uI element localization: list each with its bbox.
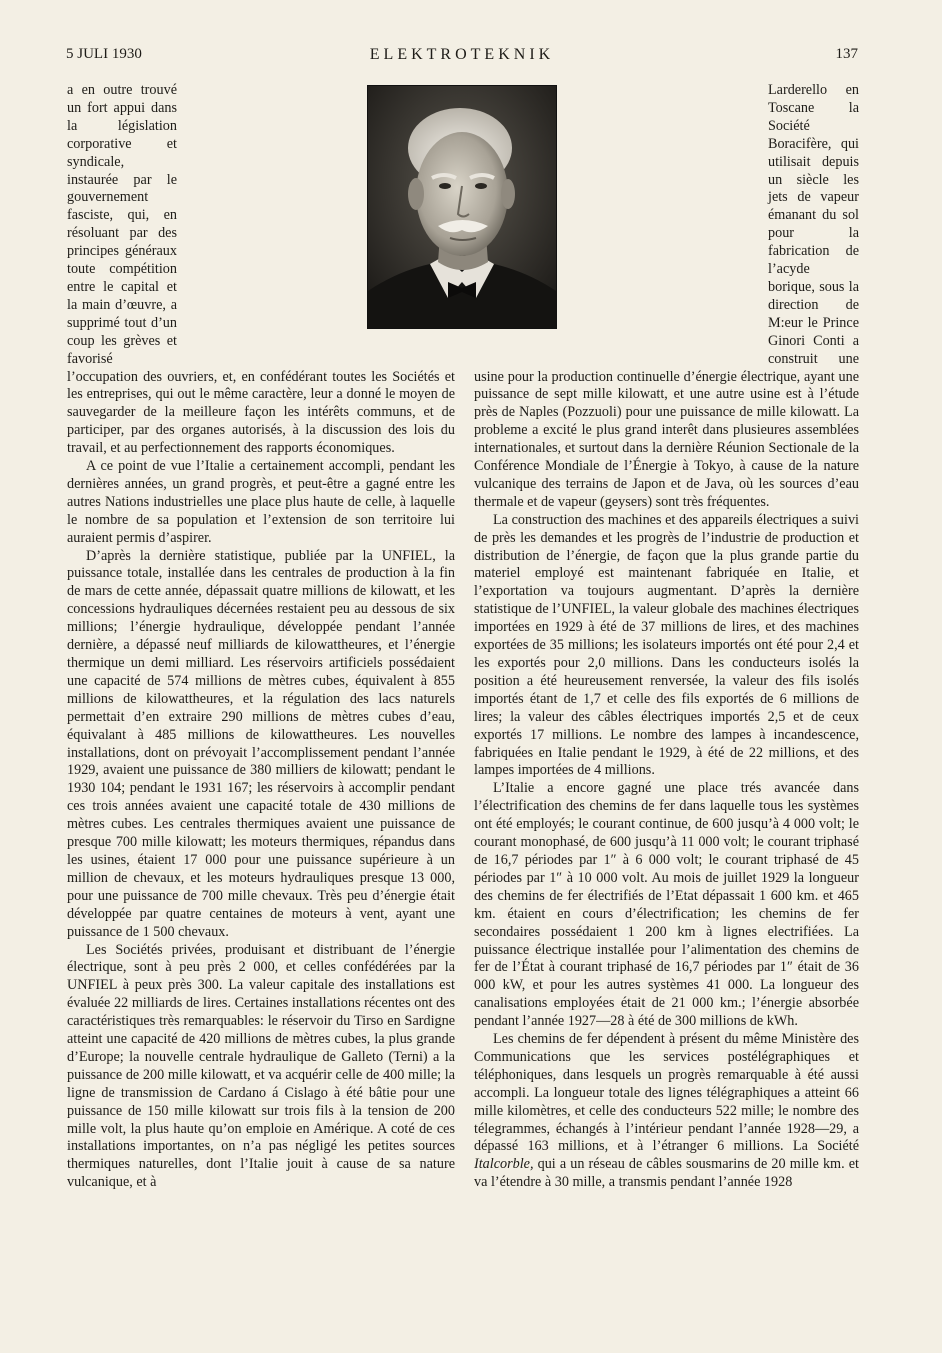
right-paragraph-4-text-a: Les chemins de fer dépendent à présent du même Ministère des Communications que les services postélégraphiques et téléphoniques, dans lesquels un progrès remarquable à été aussi accompli. La longueur totale des lignes télégraphiques a atteint 66 mille kilomètres, et celle des conducteurs 522 mille; le nombre des télegrammes, échangés à l’intérieur pendant l’année 1928—29, a dépassé 163 millions, et à l’étranger 6 millions. La Société — [474, 1031, 859, 1155]
right-paragraph-4-text-b: qui a un réseau de câbles sousmarins de 20 mille km. et va l’étendre à 30 mille, a transmis pendant l’année 1928 — [474, 1156, 859, 1191]
portrait-image — [368, 86, 556, 328]
right-paragraph-1: Larderello en Toscane la Société Boracifère, qui utilisait depuis un siècle les jets de vapeur émanant du sol pour la fabrication de l’acyde borique, sous la direction de M:eur le Prince Ginori Conti a construit une usine pour la production continuelle d’énergie électrique, ayant une puissance de sept mille kilowatt, et une autre usine est à l’étude près de Naples (Pozzuoli) pour une puissance de mille kilowatt. La probleme a excité le plus grand interêt dans plusieures assemblées internationales, et surtout dans la dernière Réunion Sectionale de la Conférence Mondiale de l’Énergie à Tokyo, à cause de la nature vulcanique des terrains de Japon et de Java, où les sources d’eau thermale et de vapeur (geysers) sont très fréquentes. — [474, 82, 859, 510]
left-paragraph-4: Les Sociétés privées, produisant et distribuant de l’énergie électrique, sont à peu près 2 000, et celles confédérées par la UNFIEL à peux près 300. La valeur capitale des installations est évaluée 22 milliards de lires. Certaines installations récentes ont des caractéristiques très remarquables: le réservoir du Tirso en Sardigne atteint une capacité de 420 millions de mètres cubes, la plus grande d’Europe; la nouvelle centrale hydraulique de Galleto (Terni) a la puissance de 200 mille kilowatt, et va acquérir celle de 400 mille; la ligne de transmission de Cardano á Cislago à été bâtie pour une puissance de 150 mille kilowatt sur trois fils à la tension de 200 mille volt, la plus haute qu’on emploie en Amérique. A coté de ces installations importantes, on n’a pas négligé les petites sources thermiques naturelles, dont l’Italie jouit à cause de sa nature vulcanique, et à — [67, 941, 455, 1191]
left-paragraph-1: a en outre trouvé un fort appui dans la législation corporative et syndicale, instaurée par le gouvernement fasciste, qui, en résoluant par des principes généraux toute compétition entre le capital et la main d’œuvre, a supprimé tout d’un coup les grèves et favorisé l’occupation des ouvriers, et, en confédérant toutes les Sociétés et les entreprises, qui out le même caractère, leur a donné le moyen de sauvegarder de la meilleure façon les intérêts communs, et de participer, par des organes autorisés, à la discussion des lois du travail, et au perfectionnement des rapports économiques. — [67, 82, 455, 457]
right-paragraph-3: L’Italie a encore gagné une place trés avancée dans l’électrification des chemins de fer dans laquelle tous les systèmes ont été employés; le courant continue, de 600 jusqu’à 4 000 volt; le courant monophasé, de 600 jusqu’à 11 000 volt; le courant triphasé de 16,7 périodes par 1″ à 6 000 volt; le courant triphasé de 45 périodes par 1″ à 10 000 volt. Au mois de juillet 1929 la longueur des chemins de fer électrifiés de l’Etat dépassait 1 600 km. et 465 km. étaient en cours d’électrification; les chemins de fer secondaires possédaient 1 200 km à lignes electrifiées. La puissance électrique installée pour l’alimentation des chemins de fer de l’État à courant triphasé de 16,7 périodes par 1″ était de 36 000 kW, et pour les autres systèmes 41 000. La longueur des canalisations employées était de 21 000 km.; l’énergie absorbée pendant l’année 1927—28 à été de 300 millions de kWh. — [474, 780, 859, 1030]
right-paragraph-4 — [474, 1031, 859, 1192]
right-paragraph-2: La construction des machines et des appareils électriques a suivi de près les demandes et les progrès de l’industrie de production et distribution de l’énergie, de façon que la plus grande partie du materiel employé est maintenant fabriquée en Italie, et l’exportation va toujours augmentant. D’après la dernière statistique de l’UNFIEL, la valeur globale des machines électriques importées en 1929 à été de 37 millions de lires, et des machines exportées de 35 millions; les isolateurs importés ont été pour 2,4 et les exportés pour 2,0 millions. Dans les conducteurs isolés la position a été heureusement renversée, la valeur des fils isolés importés étant de 1,7 et celle des fils exportés de 6 millions de lires; la valeur des câbles électriques importés 2,5 et de ceux exportés 17 millions. Le nombre des lampes à incandescence, fabriquées en Italie pendant le 1929, à été de 22 millions, et des lampes importées de 4 millions. — [474, 511, 859, 779]
portrait-photo — [367, 85, 557, 329]
issue-date: 5 JULI 1930 — [66, 46, 142, 62]
left-paragraph-3: D’après la dernière statistique, publiée par la UNFIEL, la puissance totale, installée dans les centrales de production à la fin de mars de cette année, dépassait quatre millions de kilowatt, et les concessions hydrauliques décernées restaient peu au dessous de six millions; l’énergie hydraulique, développée pendant l’année dernière, a dépassé neuf milliards de kilowattheures, et l’énergie thermique un demi milliard. Les réservoirs artificiels possédaient une capacité de 574 millions de mètres cubes, équivalent à 855 millions de kilowattheures, et la régulation des lacs naturels permettait d’en extraire 290 millions de mètres cubes d’eau, équivalant à 485 millions de kilowattheures. Les nouvelles installations, dont on prévoyait l’accomplissement pendant l’année 1929, avaient une puissance de 380 milliers de kilowatt; pendant le 1930 104; pendant le 1931 167; les réservoirs à accomplir pendant ces trois années avaient une capacité totale de 430 millions de mètres cubes. Les centrales thermiques avaient une puissance de presque 700 mille kilowatt; les moteurs thermiques, répandus dans les usines, étaient 17 000 pour une puissance supérieure à un million de chevaux, et les moteurs hydrauliques presque 13 000, pour une puissance de 700 mille chevaux. Très peu d’énergie était développée par quatre centaines de moteurs à vent, ayant une puissance de 1 500 chevaux. — [67, 547, 455, 940]
journal-title: ELEKTROTEKNIK — [369, 46, 555, 63]
left-paragraph-2: A ce point de vue l’Italie a certainement accompli, pendant les dernières années, un grand progrès, et peut-être a gagné entre les autres Nations industrielles une place plus haute de celle, à laquelle le nombre de sa population et l’extension de son territoire lui auraient permis d’aspirer. — [67, 458, 455, 546]
page-header — [66, 46, 858, 70]
company-name-italic: Italcorble, — [474, 1156, 534, 1173]
page-number: 137 — [835, 46, 858, 62]
